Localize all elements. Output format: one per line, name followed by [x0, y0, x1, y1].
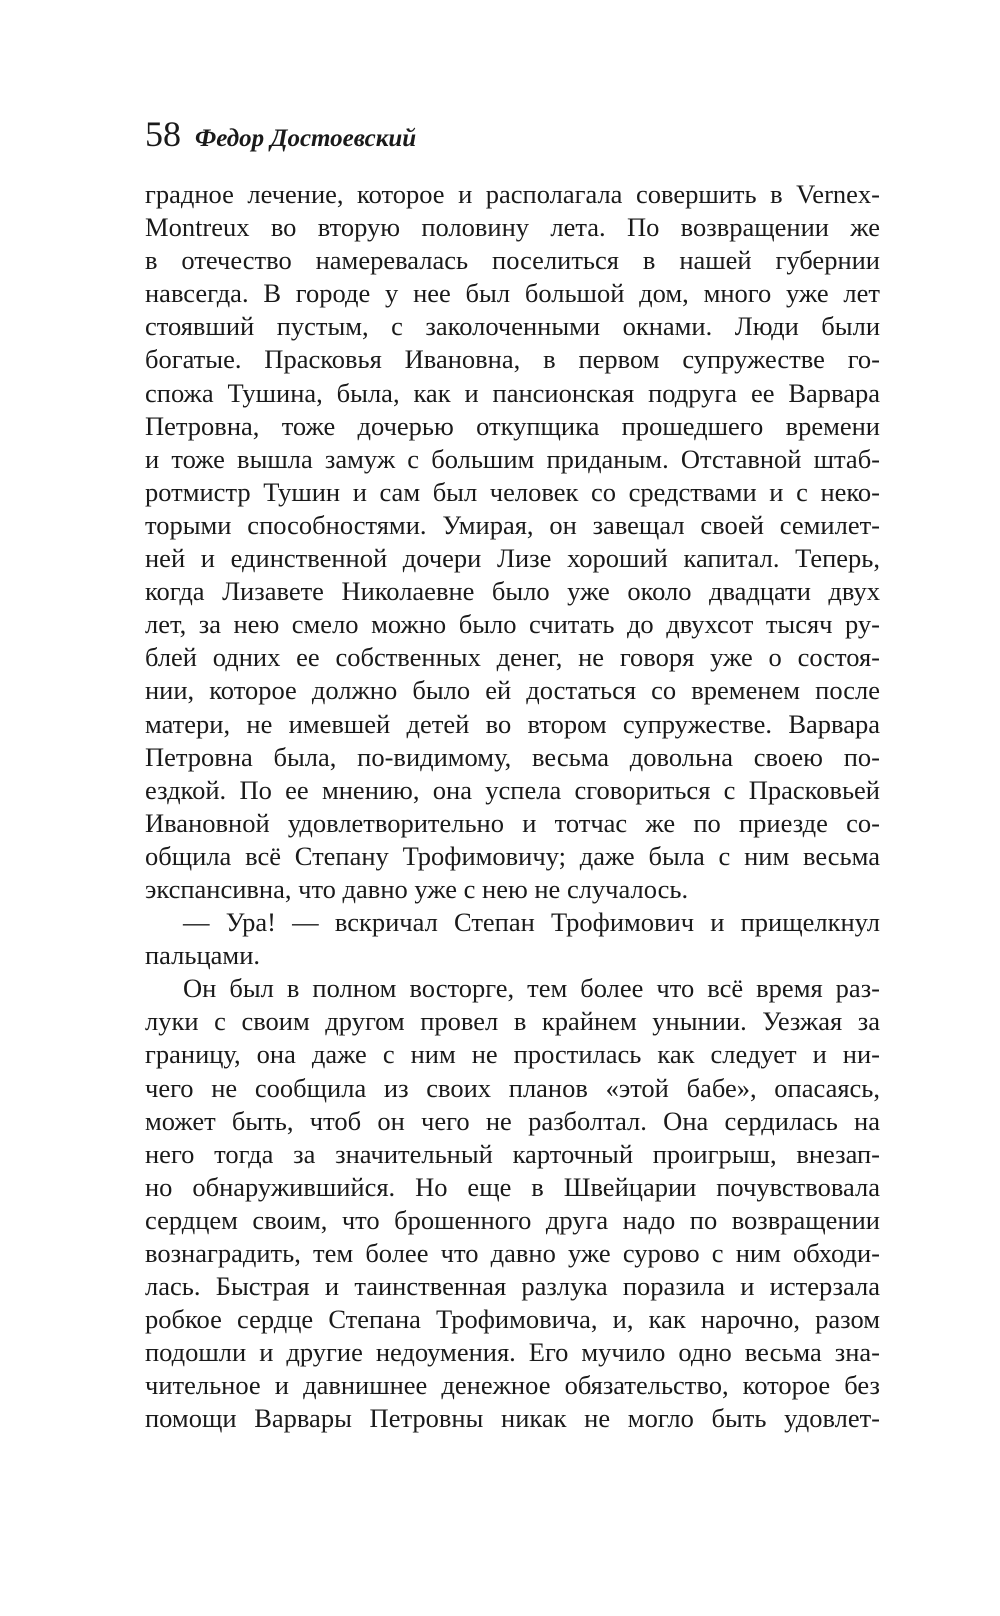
- text-line: Петровна, тоже дочерью откупщика прошедшего времени: [145, 410, 880, 441]
- text-line: ездкой. По ее мнению, она успела сговориться с Прасковьей: [145, 774, 880, 805]
- text-line: чего не сообщила из своих планов «этой бабе», опасаясь,: [145, 1072, 880, 1103]
- text-line: общила всё Степану Трофимовичу; даже была с ним весьма: [145, 840, 880, 871]
- text-line: чительное и давнишнее денежное обязательство, которое без: [145, 1370, 880, 1401]
- book-title: Федор Достоевский: [195, 125, 417, 152]
- running-head: [145, 112, 416, 156]
- text-line: стоявший пустым, с заколоченными окнами. Люди были: [145, 311, 880, 342]
- text-line: Петровна была, по-видимому, весьма довольна своею по-: [145, 741, 880, 772]
- text-line: торыми способностями. Умирая, он завещал своей семилет-: [145, 509, 880, 540]
- text-line: Он был в полном восторге, тем более что всё время раз-: [183, 973, 880, 1004]
- text-line: — Ура! — вскричал Степан Трофимович и прищелкнул: [183, 907, 880, 938]
- text-line: Ивановной удовлетворительно и тотчас же по приезде со-: [145, 807, 880, 838]
- book-page: [145, 0, 880, 1616]
- text-line: может быть, чтоб он чего не разболтал. Она сердилась на: [145, 1105, 880, 1136]
- text-line: когда Лизавете Николаевне было уже около двадцати двух: [145, 576, 880, 607]
- text-line: навсегда. В городе у нее был большой дом, много уже лет: [145, 278, 880, 309]
- text-line: пальцами.: [145, 940, 261, 971]
- text-line: него тогда за значительный карточный проигрыш, внезап-: [145, 1138, 880, 1169]
- text-line: в отечество намеревалась поселиться в нашей губернии: [145, 245, 880, 276]
- text-line: богатые. Прасковья Ивановна, в первом супружестве го-: [145, 344, 880, 375]
- text-line: лет, за нею смело можно было считать до двухсот тысяч ру-: [145, 609, 880, 640]
- text-line: робкое сердце Степана Трофимовича, и, как нарочно, разом: [145, 1304, 880, 1335]
- text-line: спожа Тушина, была, как и пансионская подруга ее Варвара: [145, 377, 880, 408]
- text-line: вознаградить, тем более что давно уже сурово с ним обходи-: [145, 1238, 880, 1268]
- text-line: градное лечение, которое и располагала совершить в Vernex-: [145, 179, 880, 209]
- text-line: экспансивна, что давно уже с нею не случалось.: [145, 873, 689, 904]
- text-line: но обнаружившийся. Но еще в Швейцарии почувствовала: [145, 1171, 880, 1202]
- text-line: подошли и другие недоумения. Его мучило одно весьма зна-: [145, 1337, 880, 1368]
- text-line: блей одних ее собственных денег, не говоря уже о состоя-: [145, 642, 880, 673]
- text-line: ротмистр Тушин и сам был человек со средствами и с неко-: [145, 476, 880, 507]
- text-line: лась. Быстрая и таинственная разлука поразила и истерзала: [145, 1271, 880, 1302]
- page-number: 58: [145, 114, 181, 154]
- body-text: [145, 178, 880, 1436]
- text-line: сердцем своим, что брошенного друга надо по возвращении: [145, 1204, 880, 1235]
- text-line: границу, она даже с ним не простилась как следует и ни-: [145, 1039, 880, 1070]
- text-line: нии, которое должно было ей достаться со временем после: [145, 675, 880, 706]
- text-line: Montreux во вторую половину лета. По возвращении же: [145, 212, 880, 243]
- text-line: и тоже вышла замуж с большим приданым. Отставной штаб-: [145, 443, 880, 474]
- text-line: луки с своим другом провел в крайнем унынии. Уезжая за: [145, 1006, 880, 1037]
- text-line: матери, не имевшей детей во втором супружестве. Варвара: [145, 708, 880, 739]
- text-line: ней и единственной дочери Лизе хороший капитал. Теперь,: [145, 543, 880, 574]
- text-line: помощи Варвары Петровны никак не могло быть удовлет-: [145, 1403, 880, 1434]
